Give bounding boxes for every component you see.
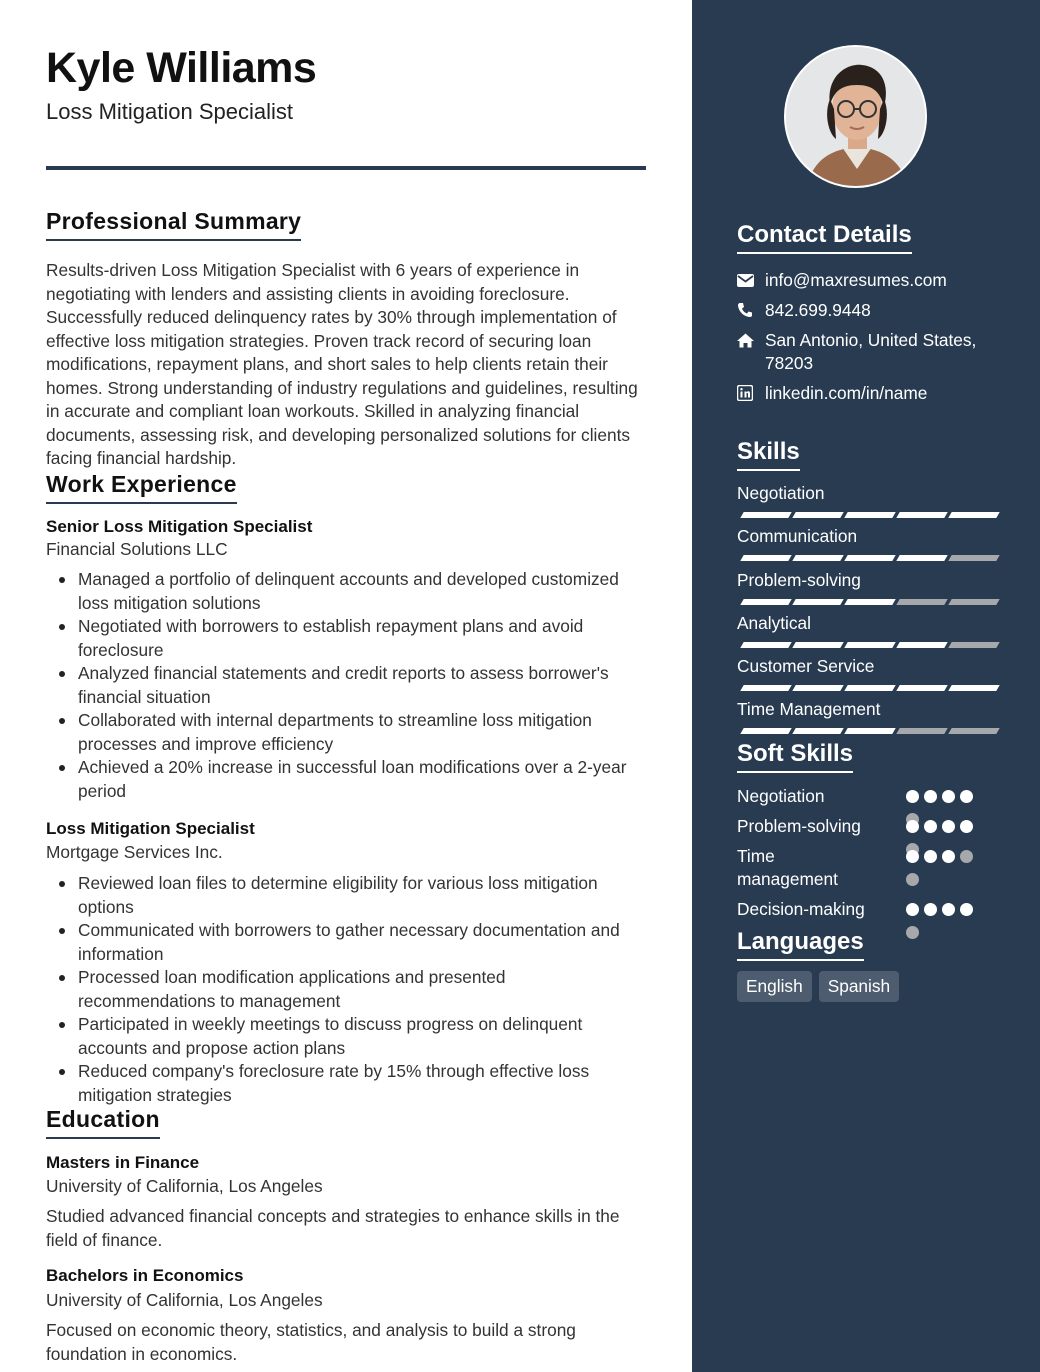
- job-bullets: [46, 568, 646, 803]
- skill-label: Negotiation: [737, 483, 825, 503]
- skill-level-segment: [792, 599, 843, 605]
- phone-text: 842.699.9448: [765, 300, 871, 320]
- address-line-1: San Antonio, United States,: [765, 330, 977, 350]
- rating-dot: [960, 903, 973, 916]
- list-item: Communicated with borrowers to gather necessary documentation and information: [46, 919, 646, 966]
- soft-skill-label: [737, 845, 838, 891]
- job-bullets: [46, 872, 646, 1107]
- languages-heading: Languages: [737, 928, 864, 961]
- list-item: Participated in weekly meetings to discuss progress on delinquent accounts and propose action plans: [46, 1013, 646, 1060]
- skill-level-bar: [742, 642, 998, 648]
- soft-skill-label: Decision-making: [737, 899, 865, 919]
- contact-heading: Contact Details: [737, 221, 912, 254]
- skill-label: Problem-solving: [737, 570, 861, 590]
- rating-dot: [924, 820, 937, 833]
- skill-level-segment: [948, 599, 999, 605]
- list-item: Analyzed financial statements and credit reports to assess borrower's financial situation: [46, 662, 646, 709]
- phone-icon: [737, 299, 765, 321]
- skill-level-segment: [740, 728, 791, 734]
- skills-heading: Skills: [737, 438, 800, 471]
- list-item: Reviewed loan files to determine eligibility for various loss mitigation options: [46, 872, 646, 919]
- skill-level-segment: [948, 728, 999, 734]
- school-name: University of California, Los Angeles: [46, 1176, 323, 1196]
- rating-dot: [906, 903, 919, 916]
- skill-level-segment: [740, 685, 791, 691]
- soft-skill-label-line: Time: [737, 846, 775, 866]
- school-name: University of California, Los Angeles: [46, 1290, 323, 1310]
- soft-skills-heading: Soft Skills: [737, 740, 853, 773]
- skill-level-segment: [948, 555, 999, 561]
- address-line-2: 78203: [765, 353, 814, 373]
- skill-level-segment: [792, 685, 843, 691]
- rating-dot: [924, 790, 937, 803]
- skill-level-segment: [896, 512, 947, 518]
- rating-dot: [942, 850, 955, 863]
- list-item: Reduced company's foreclosure rate by 15% through effective loss mitigation strategies: [46, 1060, 646, 1107]
- rating-dot: [942, 903, 955, 916]
- home-icon: [737, 329, 765, 351]
- skill-level-segment: [896, 685, 947, 691]
- languages-list: [737, 971, 899, 1002]
- skill-level-segment: [948, 512, 999, 518]
- skill-level-segment: [844, 728, 895, 734]
- candidate-role: Loss Mitigation Specialist: [46, 99, 294, 124]
- skill-level-segment: [948, 642, 999, 648]
- rating-dot: [960, 820, 973, 833]
- job-company: Financial Solutions LLC: [46, 539, 228, 559]
- skill-level-bar: [742, 728, 998, 734]
- job-title: Loss Mitigation Specialist: [46, 819, 255, 838]
- soft-skill-label: Negotiation: [737, 786, 825, 806]
- contact-address: [737, 329, 976, 375]
- skill-level-bar: [742, 599, 998, 605]
- degree-description: Focused on economic theory, statistics, and analysis to build a strong foundation in economics.: [46, 1320, 576, 1364]
- degree-description: Studied advanced financial concepts and strategies to enhance skills in the field of finance.: [46, 1206, 620, 1250]
- language-tag: English: [737, 971, 812, 1002]
- skill-level-segment: [792, 555, 843, 561]
- job-title: Senior Loss Mitigation Specialist: [46, 517, 313, 536]
- rating-dot: [906, 820, 919, 833]
- list-item: Collaborated with internal departments to streamline loss mitigation processes and improve efficiency: [46, 709, 646, 756]
- soft-skill-label-line: management: [737, 869, 838, 889]
- soft-skill-label: Problem-solving: [737, 816, 861, 836]
- skill-label: Analytical: [737, 613, 811, 633]
- degree-title: Bachelors in Economics: [46, 1266, 244, 1285]
- skill-level-segment: [896, 728, 947, 734]
- skill-level-bar: [742, 685, 998, 691]
- skill-level-segment: [792, 512, 843, 518]
- rating-dot: [906, 790, 919, 803]
- summary-heading: Professional Summary: [46, 208, 301, 241]
- rating-dot: [906, 850, 919, 863]
- contact-phone[interactable]: [737, 299, 871, 322]
- rating-dot: [942, 820, 955, 833]
- skill-label: Time Management: [737, 699, 881, 719]
- skill-level-segment: [896, 555, 947, 561]
- profile-photo: [784, 45, 927, 188]
- experience-heading: Work Experience: [46, 471, 237, 504]
- list-item: Managed a portfolio of delinquent accounts and developed customized loss mitigation solutions: [46, 568, 646, 615]
- skill-level-segment: [896, 599, 947, 605]
- skill-level-segment: [896, 642, 947, 648]
- contact-linkedin[interactable]: [737, 382, 927, 405]
- skill-level-segment: [844, 642, 895, 648]
- address-text: [765, 329, 976, 375]
- skill-level-segment: [740, 512, 791, 518]
- skill-level-segment: [740, 599, 791, 605]
- education-heading: Education: [46, 1106, 160, 1139]
- skill-level-segment: [844, 599, 895, 605]
- skill-level-segment: [948, 685, 999, 691]
- skill-label: Communication: [737, 526, 858, 546]
- header-divider: [46, 166, 646, 170]
- list-item: Negotiated with borrowers to establish repayment plans and avoid foreclosure: [46, 615, 646, 662]
- rating-dot: [960, 790, 973, 803]
- skill-level-segment: [740, 642, 791, 648]
- email-text: info@maxresumes.com: [765, 270, 947, 290]
- linkedin-icon: [737, 382, 765, 404]
- skill-level-segment: [792, 728, 843, 734]
- contact-email[interactable]: [737, 269, 947, 292]
- skill-level-bar: [742, 512, 998, 518]
- summary-text: Results-driven Loss Mitigation Specialist with 6 years of experience in negotiating with lenders and assisting clients in avoiding foreclosure. Successfully reduced delinquency rates by 30% through implementation of effective loss mitigation strategies. Proven track record of securing loan modifications, repayment plans, and short sales to help clients retain their homes. Strong understanding of industry regulations and guidelines, resulting in accurate and compliant loan workouts. Skilled in analyzing financial documents, assessing risk, and developing personalized solutions for clients facing financial hardship.: [46, 260, 638, 468]
- skill-level-segment: [844, 512, 895, 518]
- skill-level-segment: [844, 555, 895, 561]
- skill-level-segment: [844, 685, 895, 691]
- envelope-icon: [737, 269, 765, 291]
- skill-level-bar: [742, 555, 998, 561]
- language-tag: Spanish: [819, 971, 899, 1002]
- degree-title: Masters in Finance: [46, 1153, 200, 1172]
- rating-dot: [924, 903, 937, 916]
- rating-dot: [924, 850, 937, 863]
- candidate-name: Kyle Williams: [46, 44, 317, 92]
- linkedin-text: linkedin.com/in/name: [765, 383, 928, 403]
- skill-level-segment: [792, 642, 843, 648]
- rating-dot: [906, 926, 919, 939]
- skill-label: Customer Service: [737, 656, 875, 676]
- job-company: Mortgage Services Inc.: [46, 842, 223, 862]
- avatar-icon: [786, 47, 927, 188]
- rating-dot: [960, 850, 973, 863]
- list-item: Achieved a 20% increase in successful loan modifications over a 2-year period: [46, 756, 646, 803]
- rating-dot: [906, 873, 919, 886]
- skill-level-segment: [740, 555, 791, 561]
- rating-dot: [942, 790, 955, 803]
- list-item: Processed loan modification applications and presented recommendations to management: [46, 966, 646, 1013]
